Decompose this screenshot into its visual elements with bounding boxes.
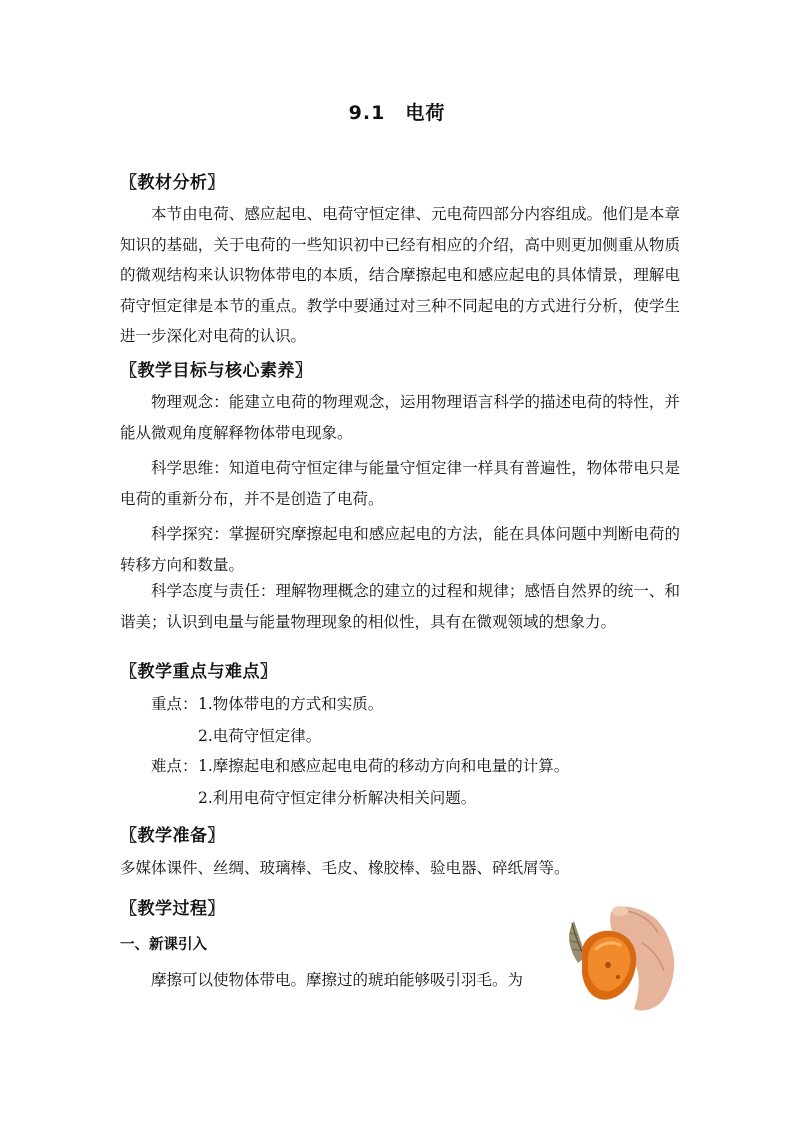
key-label: 重点： <box>151 695 198 713</box>
goal-item: 科学探究：掌握研究摩擦起电和感应起电的方法，能在具体问题中判断电荷的转移方向和数量。 <box>120 525 680 574</box>
section-heading-prep: 〖教学准备〗 <box>120 826 225 846</box>
key-item: 2.电荷守恒定律。 <box>198 727 322 745</box>
goal-item: 科学态度与责任：理解物理概念的建立的过程和规律；感悟自然界的统一、和谐美；认识到电量与能量物理现象的相似性，具有在微观领域的想象力。 <box>120 582 680 631</box>
intro-paragraph: 摩擦可以使物体带电。摩擦过的琥珀能够吸引羽毛。为 <box>151 971 524 989</box>
subsection-heading-intro: 一、新课引入 <box>120 937 207 953</box>
difficulty-item: 1.摩擦起电和感应起电电荷的移动方向和电量的计算。 <box>198 757 570 775</box>
difficulty-label: 难点： <box>151 757 198 775</box>
section-heading-keypoints: 〖教学重点与难点〗 <box>120 662 278 682</box>
amber-icon <box>582 931 637 1000</box>
prep-materials: 多媒体课件、丝绸、玻璃棒、毛皮、橡胶棒、验电器、碎纸屑等。 <box>120 859 570 877</box>
amber-feather-photo <box>548 903 676 1015</box>
key-item: 1.物体带电的方式和实质。 <box>198 695 384 713</box>
difficulty-item: 2.利用电荷守恒定律分析解决相关问题。 <box>198 789 477 807</box>
goal-item: 科学思维：知道电荷守恒定律与能量守恒定律一样具有普遍性，物体带电只是电荷的重新分布，并不是创造了电荷。 <box>120 459 680 508</box>
section-heading-process: 〖教学过程〗 <box>120 899 225 919</box>
section-heading-goals: 〖教学目标与核心素养〗 <box>120 361 313 381</box>
goal-item: 物理观念：能建立电荷的物理观念，运用物理语言科学的描述电荷的特性，并能从微观角度解释物体带电现象。 <box>120 393 680 442</box>
analysis-paragraph: 本节由电荷、感应起电、电荷守恒定律、元电荷四部分内容组成。他们是本章知识的基础，关于电荷的一些知识初中已经有相应的介绍，高中则更加侧重从物质的微观结构来认识物体带电的本质，结合摩擦起电和感应起电的具体情景，理解电荷守恒定律是本节的重点。教学中要通过对三种不同起电的方式进行分析，使学生进一步深化对电荷的认识。 <box>120 205 680 345</box>
section-heading-analysis: 〖教材分析〗 <box>120 173 225 193</box>
page-title: 9.1 电荷 <box>348 102 446 124</box>
